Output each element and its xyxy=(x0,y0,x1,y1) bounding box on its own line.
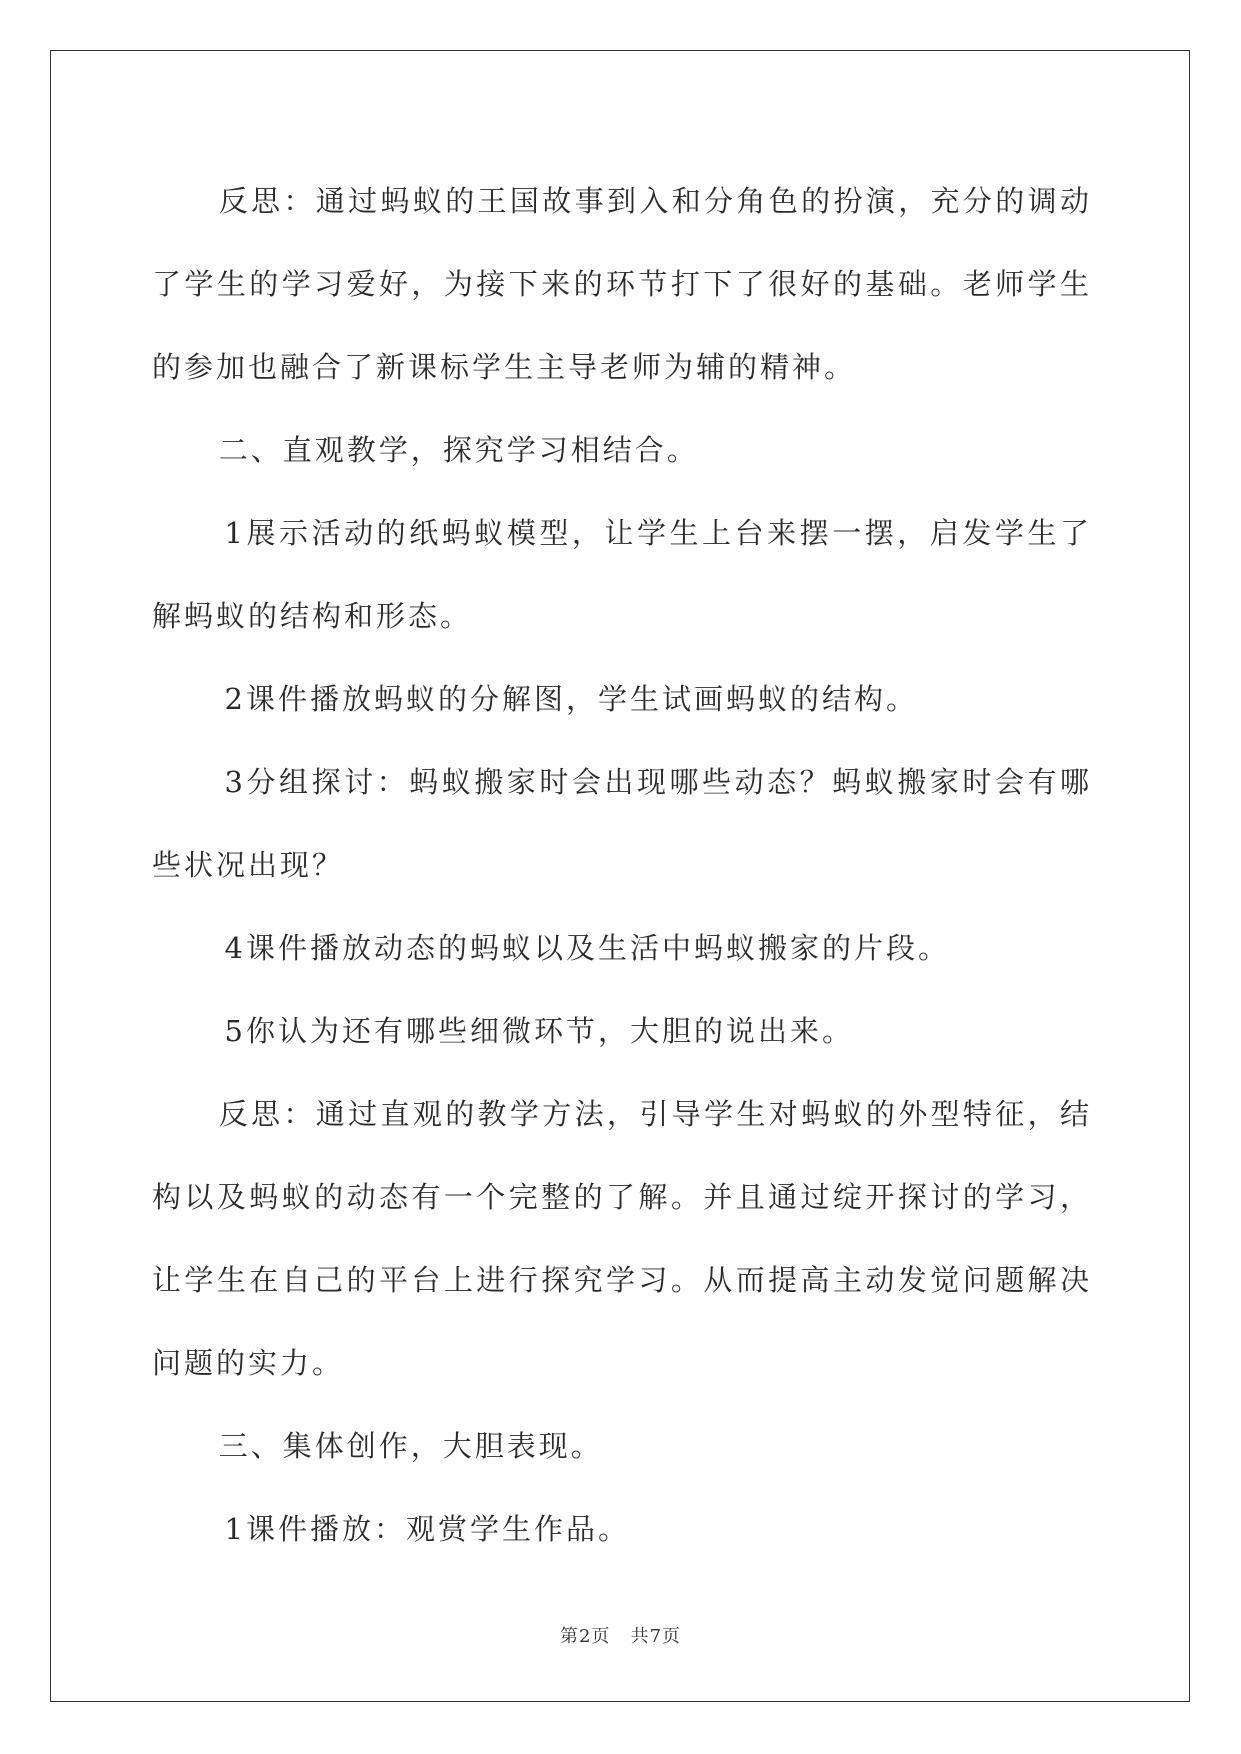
section-heading-3: 三、集体创作，大胆表现。 xyxy=(218,1429,603,1463)
list-item: 3分组探讨：蚂蚁搬家时会出现哪些动态？蚂蚁搬家时会有哪些状况出现？ xyxy=(152,765,1092,882)
list-item: 1课件播放：观赏学生作品。 xyxy=(224,1512,630,1546)
paragraph-reflection-1: 反思：通过蚂蚁的王国故事到入和分角色的扮演，充分的调动了学生的学习爱好，为接下来的环节打下了很好的基础。老师学生的参加也融合了新课标学生主导老师为辅的精神。 xyxy=(152,184,1092,384)
section-heading-2: 二、直观教学，探究学习相结合。 xyxy=(218,433,699,467)
list-item: 5你认为还有哪些细微环节，大胆的说出来。 xyxy=(224,1014,854,1048)
page-number: 第2页 xyxy=(559,1626,611,1647)
page-footer xyxy=(0,1622,1241,1648)
page-total: 共7页 xyxy=(630,1626,682,1647)
document-body xyxy=(152,160,1092,1571)
paragraph-reflection-2: 反思：通过直观的教学方法，引导学生对蚂蚁的外型特征，结构以及蚂蚁的动态有一个完整的了解。并且通过绽开探讨的学习，让学生在自己的平台上进行探究学习。从而提高主动发觉问题解决问题的实力。 xyxy=(152,1097,1092,1380)
list-item: 2课件播放蚂蚁的分解图，学生试画蚂蚁的结构。 xyxy=(224,682,918,716)
list-item: 1展示活动的纸蚂蚁模型，让学生上台来摆一摆，启发学生了解蚂蚁的结构和形态。 xyxy=(152,516,1092,633)
list-item: 4课件播放动态的蚂蚁以及生活中蚂蚁搬家的片段。 xyxy=(224,931,950,965)
